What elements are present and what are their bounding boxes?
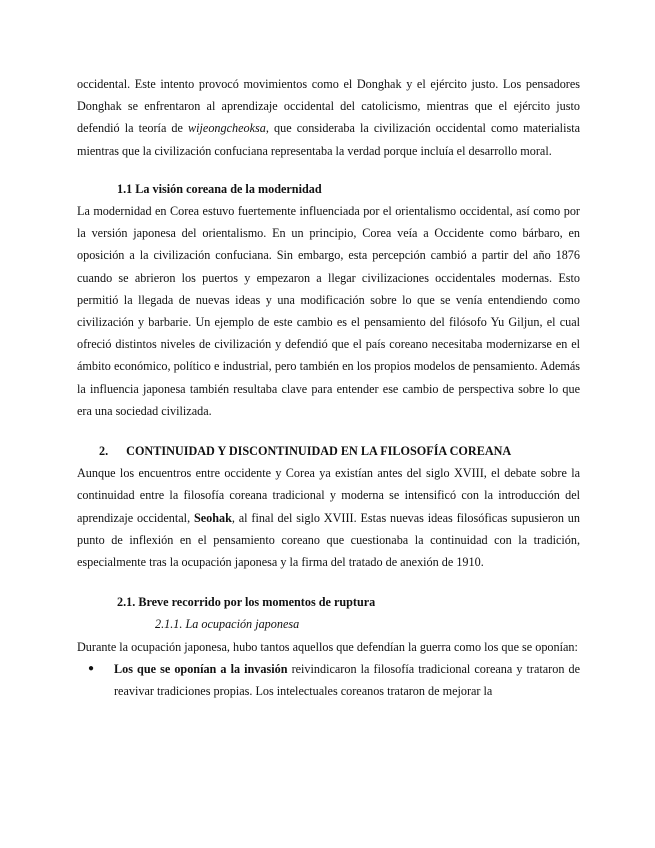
- paragraph-continuity: Aunque los encuentros entre occidente y Corea ya existían antes del siglo XVIII, el debate sobre la continuidad entre la filosofía coreana tradicional y moderna se intensificó con la introducción del aprendizaje occidental, Seohak, al final del siglo XVIII. Estas nuevas ideas filosóficas supusieron un punto de inflexión en el pensamiento coreano que cuestionaba la continuidad con la tradición, especialmente tras la ocupación japonesa y la firma del tratado de anexión de 1910.: [77, 466, 580, 570]
- bullet-icon: ●: [88, 662, 95, 674]
- paragraph-modernity: La modernidad en Corea estuvo fuertemente influenciada por el orientalismo occidental, así como por la versión japonesa del orientalismo. En un principio, Corea veía a Occidente como bárbaro, en oposición a la civilización confuciana. Sin embargo, esta percepción cambió a partir del año 1876 cuando se abrieron los puertos y empezaron a llegar civilizaciones occidentales modernas. Esto permitió la llegada de nuevas ideas y una modificación sobre lo que se venía entendiendo como civilización y barbarie. Un ejemplo de este cambio es el pensamiento del filósofo Yu Giljun, el cual ofreció distintos niveles de civilización y defendió que el país coreano necesitaba modernizarse en el ámbito económico, político e industrial, pero también en los propios modelos de pensamiento. Además la influencia japonesa también resultaba clave para entender ese cambio de perspectiva sobre lo que era una sociedad civilizada.: [77, 204, 580, 418]
- paragraph-intro: occidental. Este intento provocó movimientos como el Donghak y el ejército justo. Los pensadores Donghak se enfrentaron al aprendizaje occidental del catolicismo, mientras que el ejército justo defendió la teoría de wijeongcheoksa, que consideraba la civilización occidental como materialista mientras que la civilización confuciana representaba la verdad porque incluía el desarrollo moral.: [77, 77, 580, 158]
- term-seohak: Seohak: [193, 510, 232, 525]
- bullet-list: [77, 658, 580, 702]
- paragraph-occupation: Durante la ocupación japonesa, hubo tantos aquellos que defendían la guerra como los que se oponían:: [77, 639, 578, 654]
- section-heading-1-1: 1.1 La visión coreana de la modernidad: [117, 181, 322, 196]
- document-page: [77, 73, 580, 702]
- section-heading-2-1: 2.1. Breve recorrido por los momentos de ruptura: [117, 595, 376, 610]
- term-wijeongcheoksa: wijeongcheoksa,: [188, 121, 269, 136]
- section-heading-2-1-1: 2.1.1. La ocupación japonesa: [155, 617, 300, 632]
- section-heading-2: 2. CONTINUIDAD Y DISCONTINUIDAD EN LA FILOSOFÍA COREANA: [99, 444, 512, 459]
- list-item: ● Los que se oponían a la invasión reivindicaron la filosofía tradicional coreana y trataron de reavivar tradiciones propias. Los intelectuales coreanos trataron de mejorar la: [77, 658, 580, 702]
